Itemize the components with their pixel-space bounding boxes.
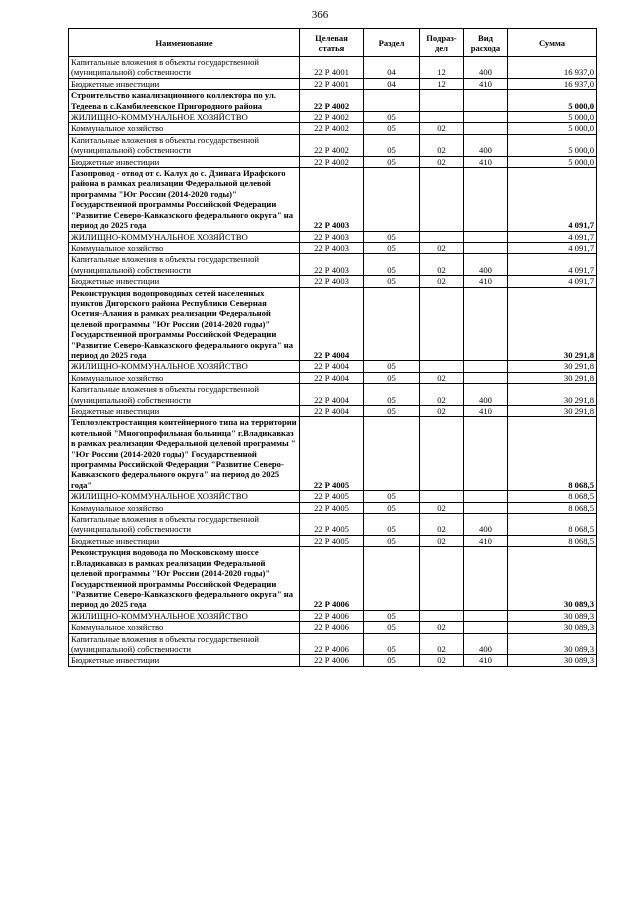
table-row [69, 112, 597, 123]
row-section-cell: 05 [364, 112, 420, 123]
table-row [69, 417, 597, 491]
row-amount-cell: 4 091,7 [508, 231, 597, 242]
row-amount-cell: 30 291,8 [508, 361, 597, 372]
table-row [69, 406, 597, 417]
row-amount-cell: 5 000,0 [508, 134, 597, 156]
row-amount-cell: 4 091,7 [508, 254, 597, 276]
row-amount-cell: 5 000,0 [508, 112, 597, 123]
row-subsection-cell [420, 231, 464, 242]
table-row [69, 57, 597, 79]
row-name-cell: Капитальные вложения в объекты государственной (муниципальной) собственности [69, 633, 300, 655]
row-target-cell: 22 Р 4005 [300, 417, 364, 491]
row-target-cell: 22 Р 4001 [300, 57, 364, 79]
row-subsection-cell [420, 90, 464, 112]
row-expense-cell: 400 [464, 384, 508, 406]
row-subsection-cell: 02 [420, 655, 464, 666]
table-row [69, 384, 597, 406]
row-target-cell: 22 Р 4004 [300, 361, 364, 372]
row-subsection-cell [420, 361, 464, 372]
row-subsection-cell: 02 [420, 514, 464, 536]
row-expense-cell: 400 [464, 57, 508, 79]
row-expense-cell [464, 287, 508, 361]
row-name-cell: Строительство канализационного коллектора по ул. Тедеева в с.Камбилеевское Пригородного района [69, 90, 300, 112]
row-target-cell: 22 Р 4006 [300, 610, 364, 621]
row-expense-cell [464, 547, 508, 610]
row-section-cell: 05 [364, 502, 420, 513]
row-name-cell: ЖИЛИЩНО-КОММУНАЛЬНОЕ ХОЗЯЙСТВО [69, 231, 300, 242]
table-row [69, 78, 597, 89]
row-amount-cell: 30 291,8 [508, 372, 597, 383]
row-name-cell: Капитальные вложения в объекты государственной (муниципальной) собственности [69, 514, 300, 536]
row-expense-cell: 400 [464, 134, 508, 156]
row-expense-cell [464, 372, 508, 383]
row-subsection-cell: 02 [420, 384, 464, 406]
row-section-cell: 05 [364, 242, 420, 253]
table-row [69, 287, 597, 361]
row-name-cell: Газопровод - отвод от с. Калух до с. Дзинага Ирафского района в рамках реализации Федеральной целевой программы "Юг России (2014-2020 годы)" Государственной программы Российской Федерации "Развитие Северо-Кавказского федерального округа" на период до 2025 года [69, 168, 300, 231]
row-section-cell: 05 [364, 134, 420, 156]
row-section-cell: 05 [364, 372, 420, 383]
row-expense-cell: 400 [464, 633, 508, 655]
row-amount-cell: 4 091,7 [508, 276, 597, 287]
row-section-cell: 05 [364, 491, 420, 502]
row-amount-cell: 30 291,8 [508, 406, 597, 417]
row-expense-cell: 410 [464, 535, 508, 546]
row-subsection-cell: 02 [420, 156, 464, 167]
row-section-cell: 05 [364, 535, 420, 546]
row-subsection-cell [420, 287, 464, 361]
row-name-cell: Теплоэлектростанция контейнерного типа на территории котельной "Многопрофильная больница" г.Владикавказ в рамках реализации Федеральной целевой программы " "Юг России (2014-2020 годы)" Государственной программы Российской Федерации "Развитие Северо-Кавказского федерального округа" на период до 2025 года" [69, 417, 300, 491]
row-amount-cell: 30 089,3 [508, 610, 597, 621]
row-section-cell [364, 417, 420, 491]
row-name-cell: Капитальные вложения в объекты государственной (муниципальной) собственности [69, 254, 300, 276]
row-section-cell [364, 547, 420, 610]
row-expense-cell: 400 [464, 254, 508, 276]
table-header-row [69, 29, 597, 57]
table-row [69, 535, 597, 546]
row-section-cell: 05 [364, 254, 420, 276]
row-section-cell: 05 [364, 276, 420, 287]
row-subsection-cell: 12 [420, 78, 464, 89]
table-row [69, 134, 597, 156]
row-subsection-cell [420, 491, 464, 502]
row-expense-cell: 410 [464, 78, 508, 89]
row-expense-cell: 410 [464, 156, 508, 167]
page-number: 366 [311, 9, 329, 21]
row-target-cell: 22 Р 4003 [300, 242, 364, 253]
header-section: Раздел [364, 29, 420, 57]
row-section-cell [364, 90, 420, 112]
table-row [69, 123, 597, 134]
row-name-cell: ЖИЛИЩНО-КОММУНАЛЬНОЕ ХОЗЯЙСТВО [69, 112, 300, 123]
row-amount-cell: 5 000,0 [508, 123, 597, 134]
row-section-cell: 05 [364, 361, 420, 372]
row-name-cell: Коммунальное хозяйство [69, 123, 300, 134]
row-name-cell: Бюджетные инвестиции [69, 156, 300, 167]
row-expense-cell: 400 [464, 514, 508, 536]
table-row [69, 276, 597, 287]
row-section-cell [364, 287, 420, 361]
header-subsection: Подраз-дел [420, 29, 464, 57]
row-section-cell: 05 [364, 156, 420, 167]
row-subsection-cell: 02 [420, 406, 464, 417]
row-name-cell: ЖИЛИЩНО-КОММУНАЛЬНОЕ ХОЗЯЙСТВО [69, 610, 300, 621]
row-expense-cell: 410 [464, 655, 508, 666]
budget-table [68, 28, 597, 667]
table-row [69, 491, 597, 502]
row-target-cell: 22 Р 4005 [300, 514, 364, 536]
row-subsection-cell: 02 [420, 134, 464, 156]
row-expense-cell: 410 [464, 276, 508, 287]
row-amount-cell: 4 091,7 [508, 168, 597, 231]
row-amount-cell: 4 091,7 [508, 242, 597, 253]
table-row [69, 610, 597, 621]
row-target-cell: 22 Р 4002 [300, 90, 364, 112]
row-name-cell: Капитальные вложения в объекты государственной (муниципальной) собственности [69, 134, 300, 156]
row-target-cell: 22 Р 4003 [300, 254, 364, 276]
row-expense-cell [464, 502, 508, 513]
row-name-cell: Коммунальное хозяйство [69, 242, 300, 253]
row-expense-cell [464, 242, 508, 253]
row-name-cell: Коммунальное хозяйство [69, 502, 300, 513]
row-target-cell: 22 Р 4005 [300, 535, 364, 546]
row-section-cell [364, 168, 420, 231]
row-target-cell: 22 Р 4003 [300, 168, 364, 231]
row-amount-cell: 30 089,3 [508, 633, 597, 655]
row-target-cell: 22 Р 4006 [300, 622, 364, 633]
table-body [69, 57, 597, 667]
row-name-cell: Бюджетные инвестиции [69, 535, 300, 546]
header-expense: Вид расхода [464, 29, 508, 57]
row-subsection-cell: 02 [420, 276, 464, 287]
header-amount: Сумма [508, 29, 597, 57]
row-expense-cell: 410 [464, 406, 508, 417]
row-target-cell: 22 Р 4004 [300, 287, 364, 361]
row-name-cell: Реконструкция водопроводных сетей населенных пунктов Дигорского района Республики Северная Осетия-Алания в рамках реализации Федеральной целевой программы "Юг России (2014-2020 годы)" Государственной программы Российской Федерации "Развитие Северо-Кавказского федерального округа" на период до 2025 года [69, 287, 300, 361]
row-target-cell: 22 Р 4005 [300, 502, 364, 513]
row-target-cell: 22 Р 4004 [300, 406, 364, 417]
row-target-cell: 22 Р 4005 [300, 491, 364, 502]
table-row [69, 242, 597, 253]
row-section-cell: 05 [364, 406, 420, 417]
table-row [69, 90, 597, 112]
row-name-cell: Бюджетные инвестиции [69, 406, 300, 417]
row-name-cell: ЖИЛИЩНО-КОММУНАЛЬНОЕ ХОЗЯЙСТВО [69, 491, 300, 502]
row-amount-cell: 8 068,5 [508, 491, 597, 502]
row-subsection-cell: 02 [420, 502, 464, 513]
row-target-cell: 22 Р 4002 [300, 134, 364, 156]
row-subsection-cell [420, 417, 464, 491]
row-expense-cell [464, 361, 508, 372]
row-name-cell: Бюджетные инвестиции [69, 78, 300, 89]
row-expense-cell [464, 231, 508, 242]
row-expense-cell [464, 491, 508, 502]
row-name-cell: Капитальные вложения в объекты государственной (муниципальной) собственности [69, 57, 300, 79]
row-expense-cell [464, 622, 508, 633]
row-amount-cell: 5 000,0 [508, 90, 597, 112]
row-section-cell: 04 [364, 78, 420, 89]
table-row [69, 547, 597, 610]
row-subsection-cell: 02 [420, 254, 464, 276]
row-name-cell: Бюджетные инвестиции [69, 276, 300, 287]
row-target-cell: 22 Р 4001 [300, 78, 364, 89]
row-section-cell: 05 [364, 622, 420, 633]
row-subsection-cell [420, 547, 464, 610]
table-row [69, 655, 597, 666]
row-target-cell: 22 Р 4002 [300, 123, 364, 134]
row-expense-cell [464, 168, 508, 231]
row-target-cell: 22 Р 4002 [300, 112, 364, 123]
row-name-cell: Бюджетные инвестиции [69, 655, 300, 666]
table-row [69, 361, 597, 372]
table-row [69, 514, 597, 536]
row-amount-cell: 30 291,8 [508, 287, 597, 361]
row-section-cell: 05 [364, 231, 420, 242]
row-expense-cell [464, 123, 508, 134]
row-subsection-cell [420, 610, 464, 621]
row-amount-cell: 30 291,8 [508, 384, 597, 406]
row-target-cell: 22 Р 4006 [300, 633, 364, 655]
row-target-cell: 22 Р 4003 [300, 276, 364, 287]
row-subsection-cell [420, 168, 464, 231]
row-amount-cell: 8 068,5 [508, 514, 597, 536]
table-row [69, 156, 597, 167]
row-amount-cell: 16 937,0 [508, 57, 597, 79]
row-subsection-cell: 12 [420, 57, 464, 79]
row-target-cell: 22 Р 4006 [300, 655, 364, 666]
row-name-cell: Капитальные вложения в объекты государственной (муниципальной) собственности [69, 384, 300, 406]
row-expense-cell [464, 112, 508, 123]
row-subsection-cell [420, 112, 464, 123]
table-row [69, 372, 597, 383]
header-name: Наименование [69, 29, 300, 57]
row-amount-cell: 16 937,0 [508, 78, 597, 89]
table-row [69, 502, 597, 513]
row-target-cell: 22 Р 4002 [300, 156, 364, 167]
row-section-cell: 05 [364, 123, 420, 134]
row-expense-cell [464, 417, 508, 491]
row-target-cell: 22 Р 4003 [300, 231, 364, 242]
table-row [69, 622, 597, 633]
row-section-cell: 05 [364, 633, 420, 655]
row-expense-cell [464, 610, 508, 621]
row-expense-cell [464, 90, 508, 112]
row-section-cell: 04 [364, 57, 420, 79]
row-name-cell: ЖИЛИЩНО-КОММУНАЛЬНОЕ ХОЗЯЙСТВО [69, 361, 300, 372]
header-target: Целевая статья [300, 29, 364, 57]
row-section-cell: 05 [364, 655, 420, 666]
row-amount-cell: 5 000,0 [508, 156, 597, 167]
row-amount-cell: 8 068,5 [508, 502, 597, 513]
row-section-cell: 05 [364, 610, 420, 621]
row-name-cell: Коммунальное хозяйство [69, 622, 300, 633]
row-section-cell: 05 [364, 514, 420, 536]
row-amount-cell: 30 089,3 [508, 655, 597, 666]
row-subsection-cell: 02 [420, 535, 464, 546]
row-subsection-cell: 02 [420, 372, 464, 383]
row-name-cell: Коммунальное хозяйство [69, 372, 300, 383]
table-row [69, 633, 597, 655]
table-row [69, 254, 597, 276]
row-target-cell: 22 Р 4006 [300, 547, 364, 610]
row-amount-cell: 30 089,3 [508, 547, 597, 610]
row-section-cell: 05 [364, 384, 420, 406]
row-amount-cell: 8 068,5 [508, 535, 597, 546]
row-amount-cell: 8 068,5 [508, 417, 597, 491]
row-subsection-cell: 02 [420, 633, 464, 655]
row-target-cell: 22 Р 4004 [300, 372, 364, 383]
table-row [69, 168, 597, 231]
row-subsection-cell: 02 [420, 123, 464, 134]
row-subsection-cell: 02 [420, 622, 464, 633]
row-amount-cell: 30 089,3 [508, 622, 597, 633]
row-name-cell: Реконструкция водовода по Московскому шоссе г.Владикавказ в рамках реализации Федеральной целевой программы "Юг России (2014-2020 годы)" Государственной программы Российской Федерации "Развитие Северо-Кавказского федерального округа" на период до 2025 года [69, 547, 300, 610]
table-row [69, 231, 597, 242]
row-target-cell: 22 Р 4004 [300, 384, 364, 406]
row-subsection-cell: 02 [420, 242, 464, 253]
